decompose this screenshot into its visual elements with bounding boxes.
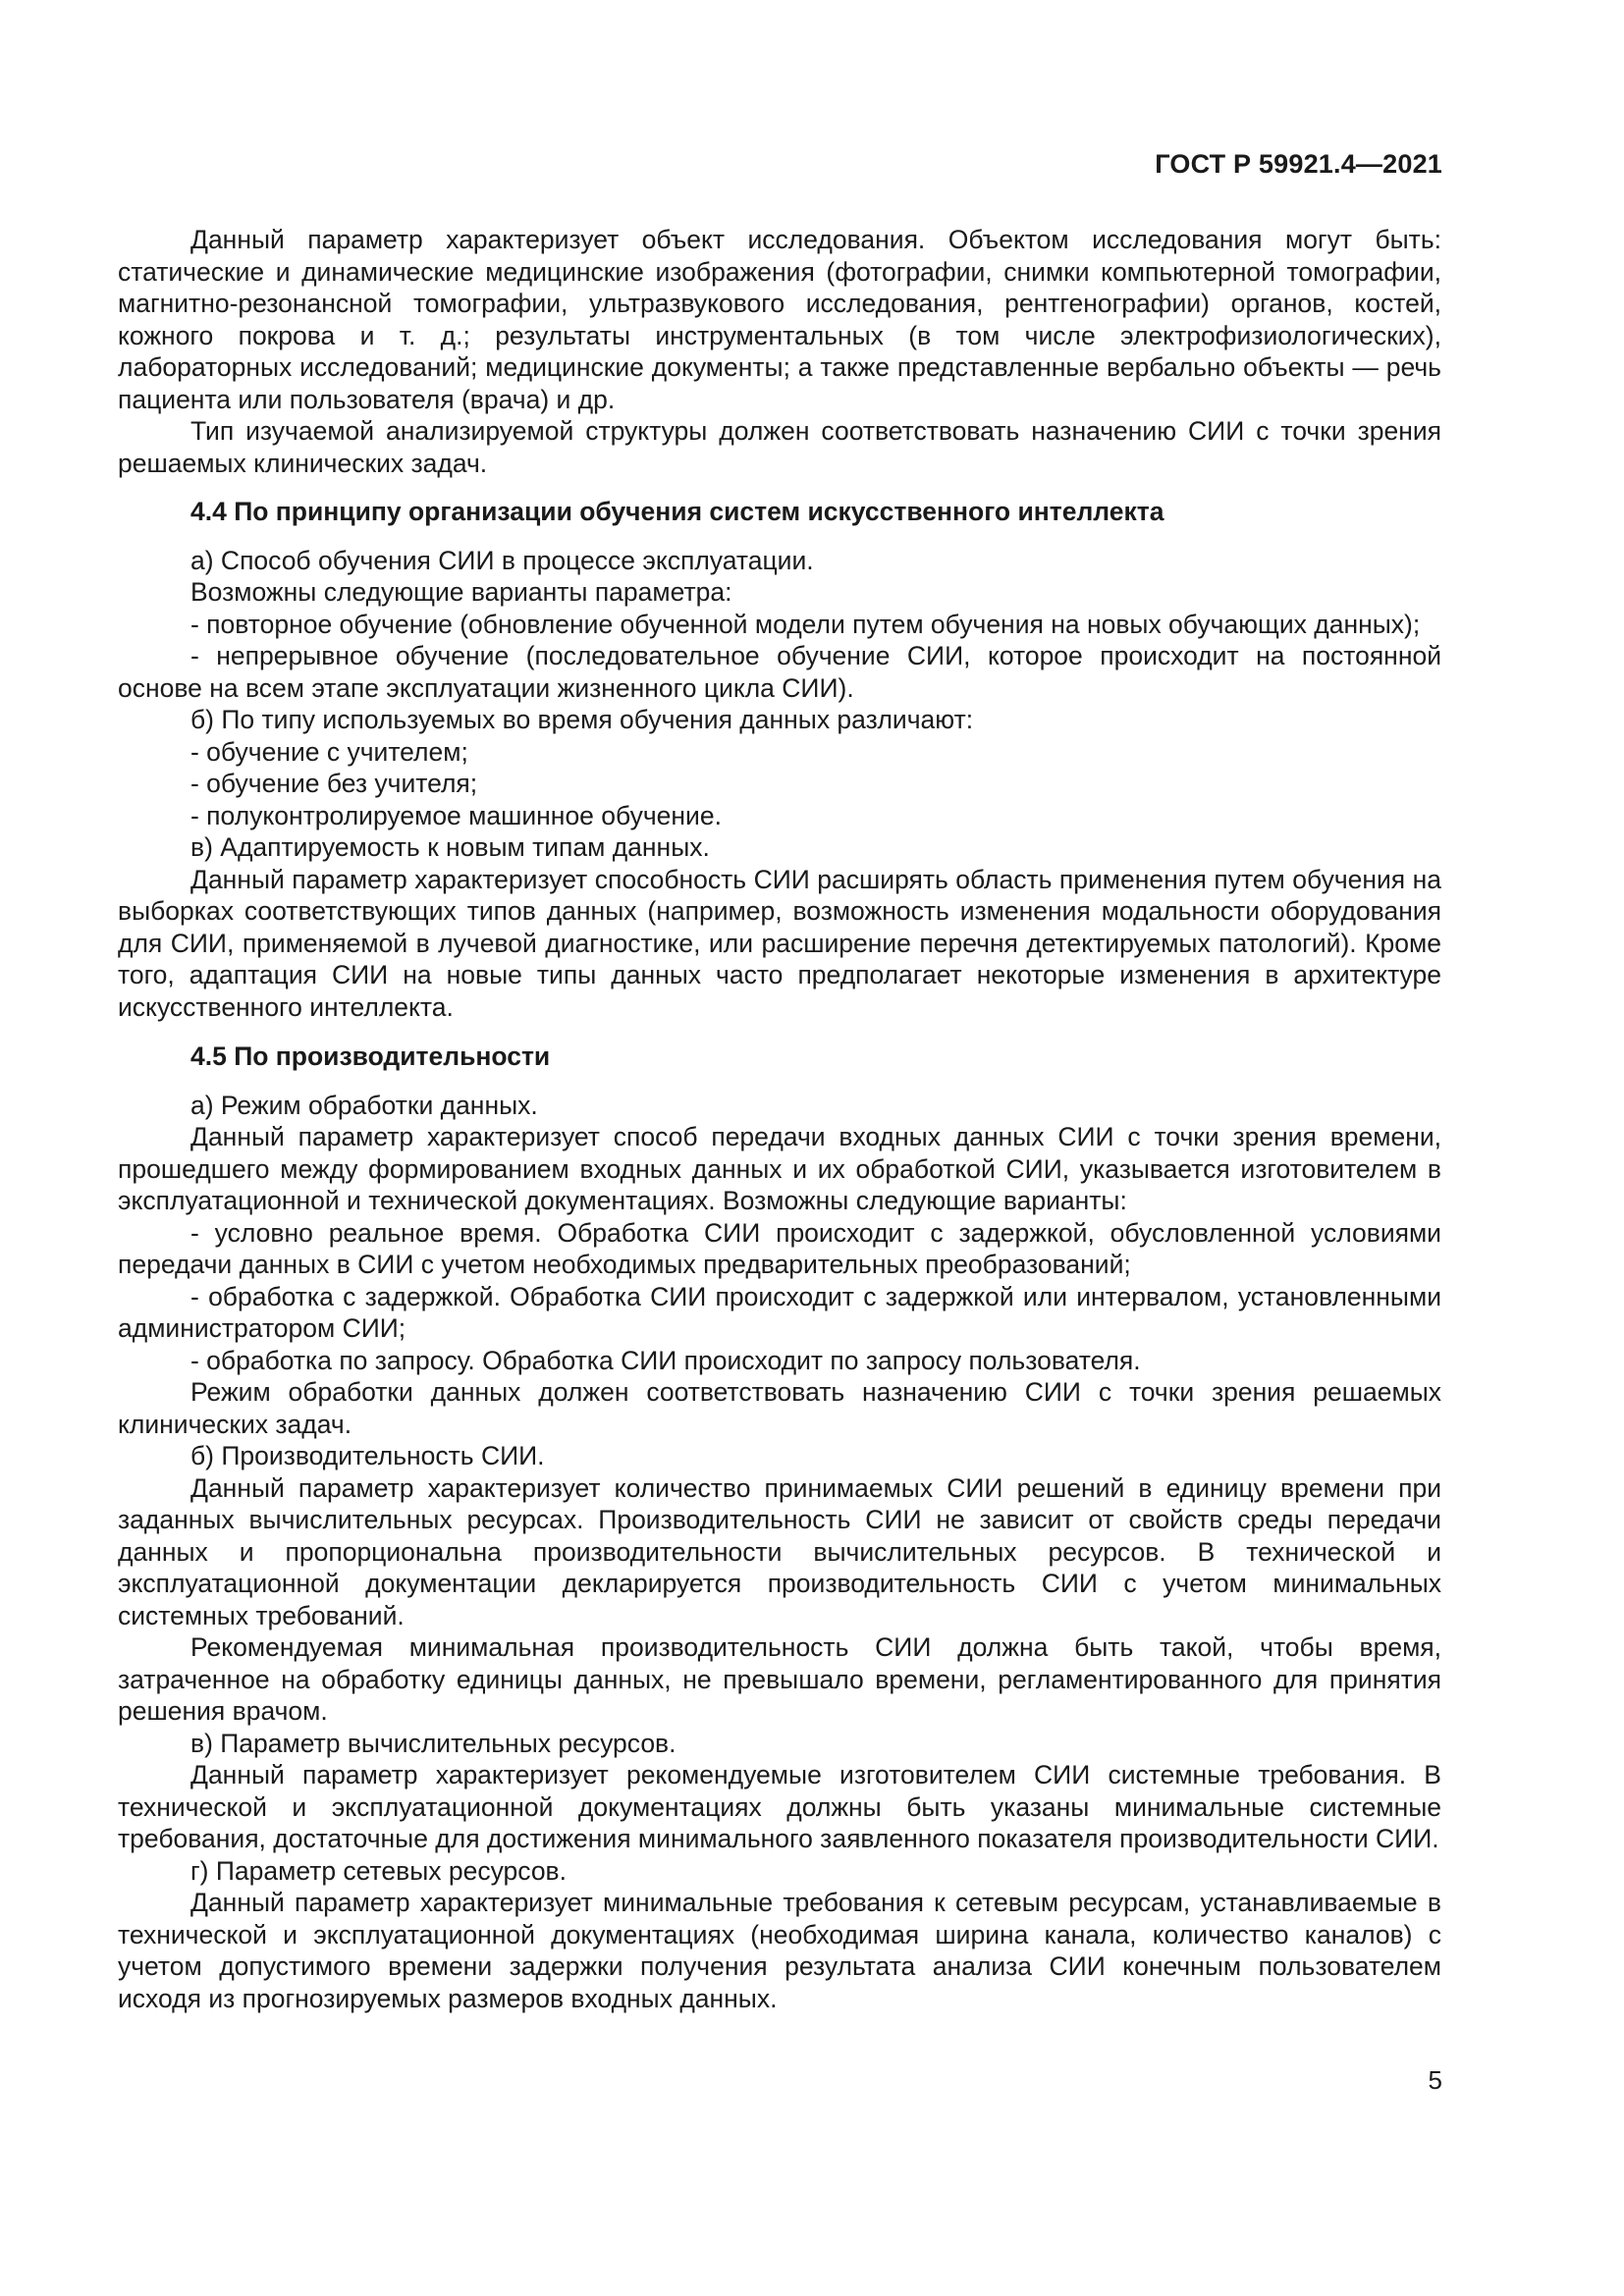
document-body <box>118 224 1441 2014</box>
paragraph: Рекомендуемая минимальная производительность СИИ должна быть такой, чтобы время, затраченное на обработку единицы данных, не превышало времени, регламентированного для принятия решения врачом. <box>118 1632 1441 1726</box>
paragraph: Данный параметр характеризует рекомендуемые изготовителем СИИ системные требования. В технической и эксплуатационной документациях должны быть указаны минимальные системные требования, достаточные для достижения минимального заявленного показателя производительности СИИ. <box>118 1760 1441 1853</box>
paragraph: а) Режим обработки данных. <box>190 1090 538 1120</box>
paragraph: Тип изучаемой анализируемой структуры должен соответствовать назначению СИИ с точки зрения решаемых клинических задач. <box>118 416 1441 478</box>
paragraph: в) Параметр вычислительных ресурсов. <box>190 1728 677 1758</box>
paragraph: Данный параметр характеризует минимальные требования к сетевым ресурсам, устанавливаемые в технической и эксплуатационной документациях (необходимая ширина канала, количество каналов) с учетом допустимого времени задержки получения результата анализа СИИ конечным пользователем исходя из прогнозируемых размеров входных данных. <box>118 1888 1441 2013</box>
list-item: - полуконтролируемое машинное обучение. <box>190 800 722 830</box>
document-code-header: ГОСТ Р 59921.4—2021 <box>1155 149 1442 179</box>
paragraph: в) Адаптируемость к новым типам данных. <box>190 832 710 862</box>
paragraph: Режим обработки данных должен соответствовать назначению СИИ с точки зрения решаемых клинических задач. <box>118 1377 1441 1439</box>
list-item: - обучение без учителя; <box>190 769 478 798</box>
list-item: - условно реальное время. Обработка СИИ происходит с задержкой, обусловленной условиями передачи данных в СИИ с учетом необходимых предварительных преобразований; <box>118 1217 1441 1279</box>
paragraph: Возможны следующие варианты параметра: <box>190 577 732 607</box>
paragraph: Данный параметр характеризует способ передачи входных данных СИИ с точки зрения времени, прошедшего между формированием входных данных и их обработкой СИИ, указывается изготовителем в эксплуатационной и технической документациях. Возможны следующие варианты: <box>118 1122 1441 1215</box>
paragraph: Данный параметр характеризует способность СИИ расширять область применения путем обучения на выборках соответствующих типов данных (например, возможность изменения модальности оборудования для СИИ, применяемой в лучевой диагностике, или расширение перечня детектируемых патологий). Кроме того, адаптация СИИ на новые типы данных часто предполагает некоторые изменения в архитектуре искусственного интеллекта. <box>118 864 1441 1022</box>
paragraph: б) По типу используемых во время обучения данных различают: <box>190 705 974 734</box>
list-item: - обработка по запросу. Обработка СИИ происходит по запросу пользователя. <box>190 1345 1141 1375</box>
section-heading-4-5: 4.5 По производительности <box>190 1041 551 1071</box>
paragraph: Данный параметр характеризует объект исследования. Объектом исследования могут быть: статические и динамические медицинские изображения (фотографии, снимки компьютерной томографии, магнитно-резонансной томографии, ультразвукового исследования, рентгенографии) органов, костей, кожного покрова и т. д.; результаты инструментальных (в том числе электрофизиологических), лабораторных исследований; медицинские документы; а также представленные вербально объекты — речь пациента или пользователя (врача) и др. <box>118 225 1441 414</box>
list-item: - обучение с учителем; <box>190 736 468 767</box>
paragraph: б) Производительность СИИ. <box>190 1441 545 1470</box>
paragraph: а) Способ обучения СИИ в процессе эксплуатации. <box>190 545 814 575</box>
paragraph: г) Параметр сетевых ресурсов. <box>190 1855 567 1886</box>
list-item: - обработка с задержкой. Обработка СИИ происходит с задержкой или интервалом, установленными администратором СИИ; <box>118 1281 1441 1343</box>
list-item: - непрерывное обучение (последовательное обучение СИИ, которое происходит на постоянной основе на всем этапе эксплуатации жизненного цикла СИИ). <box>118 641 1441 703</box>
page-number: 5 <box>1428 2065 1442 2095</box>
paragraph: Данный параметр характеризует количество принимаемых СИИ решений в единицу времени при заданных вычислительных ресурсах. Производительность СИИ не зависит от свойств среды передачи данных и пропорциональна производительности вычислительных ресурсов. В технической и эксплуатационной документации декларируется производительность СИИ с учетом минимальных системных требований. <box>118 1472 1441 1630</box>
section-heading-4-4: 4.4 По принципу организации обучения систем искусственного интеллекта <box>190 497 1164 526</box>
list-item: - повторное обучение (обновление обученной модели путем обучения на новых обучающих данных); <box>190 609 1421 639</box>
